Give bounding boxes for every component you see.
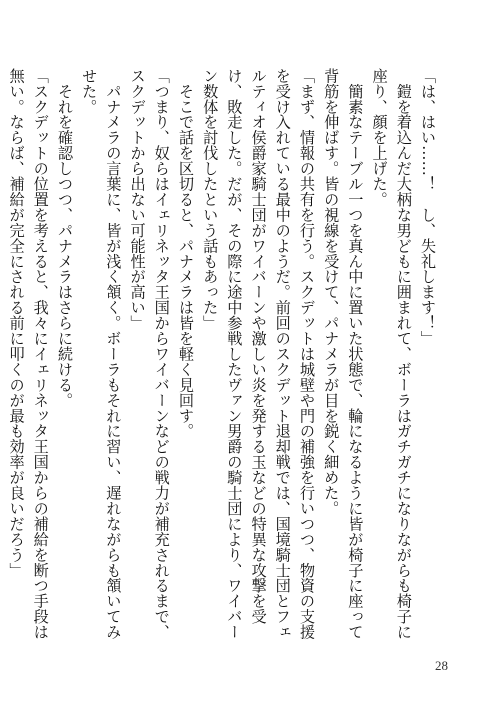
paragraph: 「は、はい……！ し、失礼します！」	[419, 68, 437, 347]
paragraph: 「スクデットの位置を考えると、我々にイェリネッタ王国からの補給を断つ手段は無い。ならば、補給が完全にされる前に叩くのが最も効率が良いだろう」	[7, 68, 50, 640]
paragraph: パナメラの言葉に、皆が浅く頷く。ボーラもそれに習い、遅れながらも頷いてみせた。	[80, 68, 123, 640]
paragraph: 「まず、情報の共有を行う。スクデットは城壁や門の補強を行いつつ、物資の支援を受け入れている最中のようだ。前回のスクデット退却戦では、国境騎士団とフェルティオ侯爵家騎士団がワイバーンや激しい炎を発する玉などの特異な攻撃を受け、敗走した。だが、その際に途中参戦したヴァン男爵の騎士団により、ワイバーン数体を討伐したという話もあった」	[201, 68, 316, 640]
paragraph: 簡素なテーブル一つを真ん中に置いた状態で、輪になるように皆が椅子に座って背筋を伸ばす。皆の視線を受けて、パナメラが目を鋭く細めた。	[322, 68, 365, 640]
paragraph: 鎧を着込んだ大柄な男どもに囲まれて、ボーラはガチガチになりながらも椅子に座り、顔を上げた。	[370, 68, 413, 640]
vertical-text-body	[0, 68, 440, 643]
paragraph: それを確認しつつ、パナメラはさらに続ける。	[55, 68, 74, 408]
paragraph: 「つまり、奴らはイェリネッタ王国からワイバーンなどの戦力が補充されるまで、スクデットから出ない可能性が高い」	[128, 68, 171, 640]
page-number: 28	[435, 658, 448, 673]
paragraph: そこで話を区切ると、パナメラは皆を軽く見回す。	[176, 68, 195, 439]
